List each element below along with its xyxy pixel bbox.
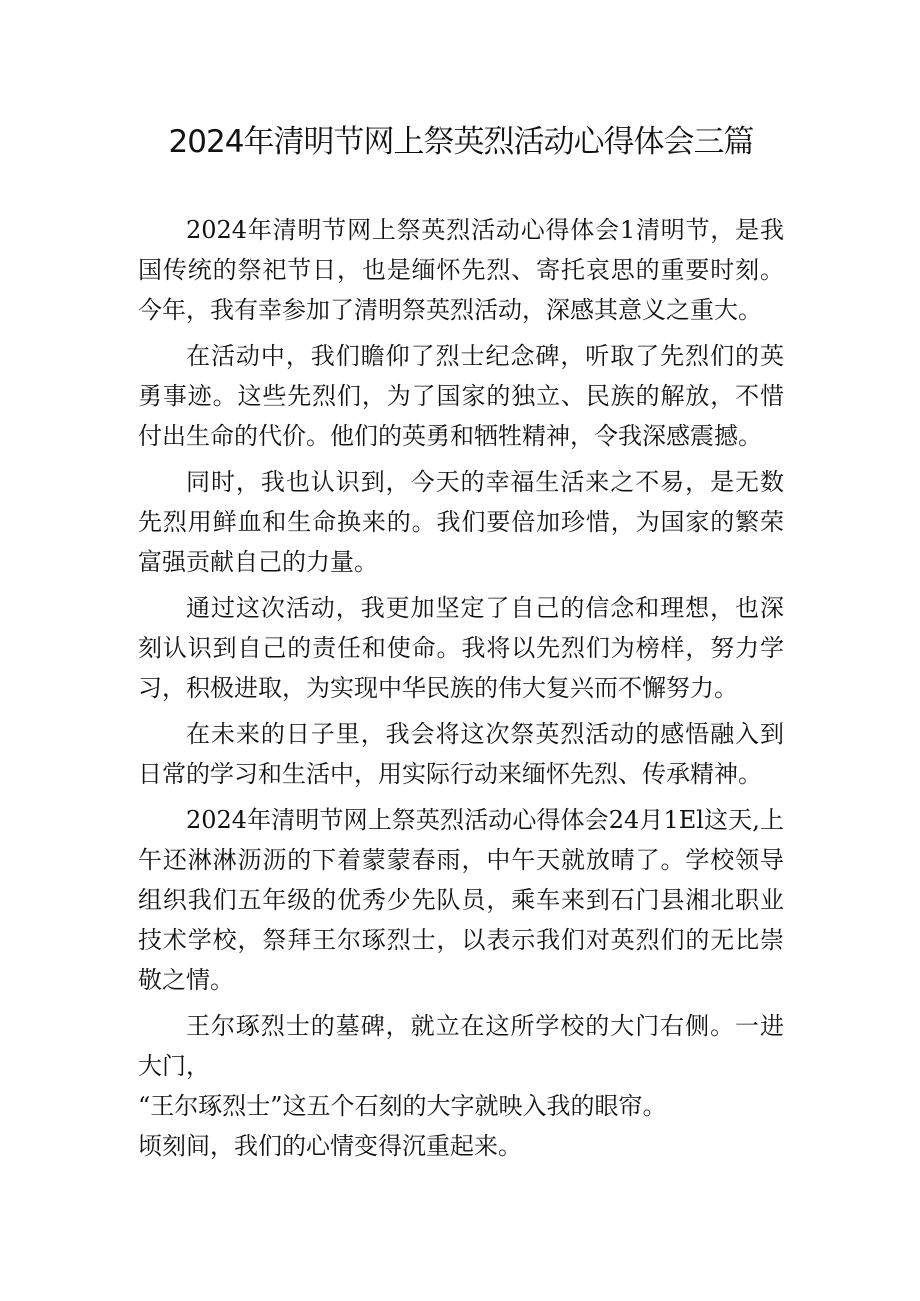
paragraph-7: 王尔琢烈士的墓碑，就立在这所学校的大门右侧。一进大门， xyxy=(138,1012,784,1080)
paragraph-1: 2024年清明节网上祭英烈活动心得体会1清明节，是我国传统的祭祀节日，也是缅怀先烈、寄托哀思的重要时刻。今年，我有幸参加了清明祭英烈活动，深感其意义之重大。 xyxy=(138,216,784,324)
document-body xyxy=(138,210,784,1166)
paragraph-4: 通过这次活动，我更加坚定了自己的信念和理想，也深刻认识到自己的责任和使命。我将以先烈们为榜样，努力学习，积极进取，为实现中华民族的伟大复兴而不懈努力。 xyxy=(138,594,784,702)
document-page xyxy=(138,116,784,1166)
paragraph-3: 同时，我也认识到，今天的幸福生活来之不易，是无数先烈用鲜血和生命换来的。我们要倍加珍惜，为国家的繁荣富强贡献自己的力量。 xyxy=(138,468,784,576)
paragraph-5: 在未来的日子里，我会将这次祭英烈活动的感悟融入到日常的学习和生活中，用实际行动来缅怀先烈、传承精神。 xyxy=(138,720,784,788)
document-title: 2024年清明节网上祭英烈活动心得体会三篇 xyxy=(168,124,754,160)
closing-line: 顷刻间，我们的心情变得沉重起来。 xyxy=(138,1132,522,1160)
quote-line: “王尔琢烈士”这五个石刻的大字就映入我的眼帘。 xyxy=(138,1092,667,1120)
paragraph-6: 2024年清明节网上祭英烈活动心得体会24月1El这天,上午还淋淋沥沥的下着蒙蒙春雨，中午天就放晴了。学校领导组织我们五年级的优秀少先队员，乘车来到石门县湘北职业技术学校，祭拜王尔琢烈士，以表示我们对英烈们的无比崇敬之情。 xyxy=(138,806,784,994)
paragraph-2: 在活动中，我们瞻仰了烈士纪念碑，听取了先烈们的英勇事迹。这些先烈们，为了国家的独立、民族的解放，不惜付出生命的代价。他们的英勇和牺牲精神，令我深感震撼。 xyxy=(138,342,784,450)
